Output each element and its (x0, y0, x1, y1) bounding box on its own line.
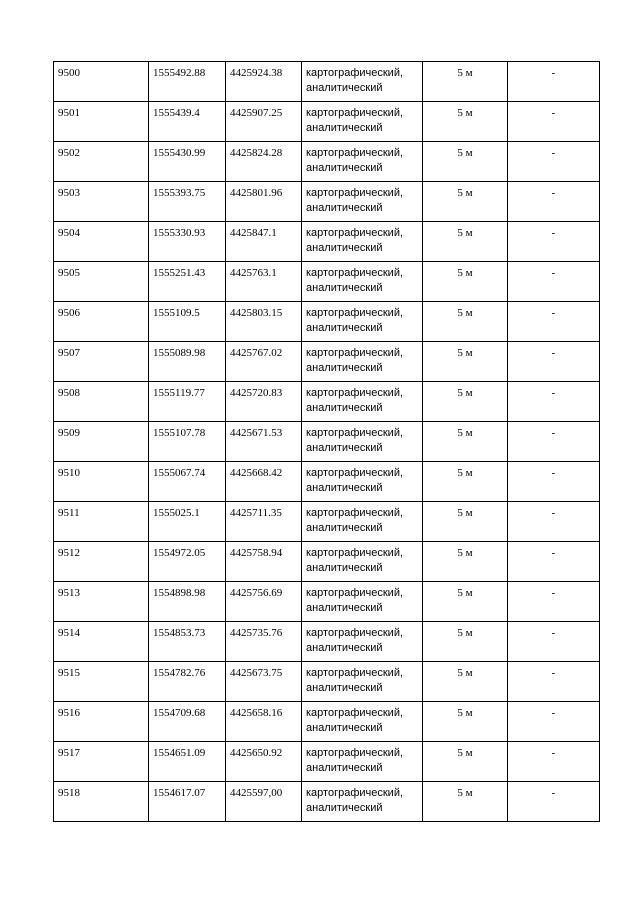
note-cell: - (508, 302, 600, 342)
table-row (54, 502, 600, 542)
method-cell (302, 222, 423, 262)
method-line-1: картографический, (306, 587, 404, 599)
accuracy-cell: 5 м (423, 742, 508, 782)
method-line-2: аналитический (306, 282, 383, 294)
x-coordinate-cell: 1555107.78 (149, 422, 226, 462)
y-coordinate-cell: 4425847.1 (226, 222, 302, 262)
method-line-2: аналитический (306, 82, 383, 94)
accuracy-cell: 5 м (423, 102, 508, 142)
note-cell: - (508, 262, 600, 302)
point-number-cell: 9514 (54, 622, 149, 662)
note-cell: - (508, 782, 600, 822)
accuracy-cell: 5 м (423, 382, 508, 422)
method-line-2: аналитический (306, 802, 383, 814)
y-coordinate-cell: 4425758.94 (226, 542, 302, 582)
method-cell (302, 182, 423, 222)
x-coordinate-cell: 1555492.88 (149, 62, 226, 102)
method-line-1: картографический, (306, 187, 404, 199)
note-cell: - (508, 662, 600, 702)
method-line-1: картографический, (306, 387, 404, 399)
accuracy-cell: 5 м (423, 782, 508, 822)
method-cell (302, 262, 423, 302)
table-row (54, 702, 600, 742)
y-coordinate-cell: 4425824.28 (226, 142, 302, 182)
note-cell: - (508, 502, 600, 542)
point-number-cell: 9502 (54, 142, 149, 182)
y-coordinate-cell: 4425597,00 (226, 782, 302, 822)
x-coordinate-cell: 1554782.76 (149, 662, 226, 702)
table-row (54, 102, 600, 142)
point-number-cell: 9501 (54, 102, 149, 142)
y-coordinate-cell: 4425668.42 (226, 462, 302, 502)
point-number-cell: 9515 (54, 662, 149, 702)
method-line-2: аналитический (306, 722, 383, 734)
table-row (54, 182, 600, 222)
table-row (54, 422, 600, 462)
y-coordinate-cell: 4425756.69 (226, 582, 302, 622)
y-coordinate-cell: 4425671.53 (226, 422, 302, 462)
x-coordinate-cell: 1554709.68 (149, 702, 226, 742)
x-coordinate-cell: 1554651.09 (149, 742, 226, 782)
method-cell (302, 502, 423, 542)
method-cell (302, 742, 423, 782)
method-cell (302, 662, 423, 702)
point-number-cell: 9506 (54, 302, 149, 342)
point-number-cell: 9512 (54, 542, 149, 582)
table-row (54, 542, 600, 582)
method-line-1: картографический, (306, 267, 404, 279)
note-cell: - (508, 342, 600, 382)
method-cell (302, 702, 423, 742)
point-number-cell: 9509 (54, 422, 149, 462)
table-row (54, 662, 600, 702)
table-row (54, 742, 600, 782)
method-cell (302, 422, 423, 462)
table-row (54, 62, 600, 102)
method-line-1: картографический, (306, 667, 404, 679)
method-cell (302, 62, 423, 102)
accuracy-cell: 5 м (423, 142, 508, 182)
y-coordinate-cell: 4425907.25 (226, 102, 302, 142)
method-line-2: аналитический (306, 602, 383, 614)
method-line-1: картографический, (306, 427, 404, 439)
x-coordinate-cell: 1554972.05 (149, 542, 226, 582)
method-cell (302, 462, 423, 502)
note-cell: - (508, 422, 600, 462)
note-cell: - (508, 542, 600, 582)
x-coordinate-cell: 1555119.77 (149, 382, 226, 422)
method-line-1: картографический, (306, 507, 404, 519)
accuracy-cell: 5 м (423, 342, 508, 382)
note-cell: - (508, 182, 600, 222)
method-cell (302, 542, 423, 582)
table-row (54, 782, 600, 822)
table-row (54, 462, 600, 502)
table-row (54, 222, 600, 262)
note-cell: - (508, 142, 600, 182)
method-cell (302, 382, 423, 422)
method-line-1: картографический, (306, 107, 404, 119)
accuracy-cell: 5 м (423, 662, 508, 702)
method-line-2: аналитический (306, 362, 383, 374)
point-number-cell: 9517 (54, 742, 149, 782)
accuracy-cell: 5 м (423, 702, 508, 742)
accuracy-cell: 5 м (423, 462, 508, 502)
point-number-cell: 9503 (54, 182, 149, 222)
method-line-1: картографический, (306, 707, 404, 719)
accuracy-cell: 5 м (423, 222, 508, 262)
y-coordinate-cell: 4425658.16 (226, 702, 302, 742)
accuracy-cell: 5 м (423, 622, 508, 662)
method-cell (302, 102, 423, 142)
method-line-2: аналитический (306, 762, 383, 774)
point-number-cell: 9504 (54, 222, 149, 262)
method-line-1: картографический, (306, 547, 404, 559)
accuracy-cell: 5 м (423, 302, 508, 342)
y-coordinate-cell: 4425763.1 (226, 262, 302, 302)
method-line-1: картографический, (306, 467, 404, 479)
point-number-cell: 9513 (54, 582, 149, 622)
y-coordinate-cell: 4425650.92 (226, 742, 302, 782)
method-line-2: аналитический (306, 242, 383, 254)
point-number-cell: 9508 (54, 382, 149, 422)
accuracy-cell: 5 м (423, 62, 508, 102)
x-coordinate-cell: 1555025.1 (149, 502, 226, 542)
y-coordinate-cell: 4425735.76 (226, 622, 302, 662)
note-cell: - (508, 622, 600, 662)
table-row (54, 262, 600, 302)
table-row (54, 582, 600, 622)
x-coordinate-cell: 1554853.73 (149, 622, 226, 662)
method-cell (302, 782, 423, 822)
x-coordinate-cell: 1555089.98 (149, 342, 226, 382)
method-line-2: аналитический (306, 442, 383, 454)
x-coordinate-cell: 1555439.4 (149, 102, 226, 142)
method-line-1: картографический, (306, 307, 404, 319)
method-cell (302, 302, 423, 342)
point-number-cell: 9518 (54, 782, 149, 822)
method-cell (302, 622, 423, 662)
method-line-1: картографический, (306, 747, 404, 759)
y-coordinate-cell: 4425803.15 (226, 302, 302, 342)
point-number-cell: 9510 (54, 462, 149, 502)
x-coordinate-cell: 1555430.99 (149, 142, 226, 182)
note-cell: - (508, 382, 600, 422)
method-cell (302, 582, 423, 622)
method-line-2: аналитический (306, 642, 383, 654)
accuracy-cell: 5 м (423, 422, 508, 462)
table-row (54, 622, 600, 662)
accuracy-cell: 5 м (423, 262, 508, 302)
x-coordinate-cell: 1555109.5 (149, 302, 226, 342)
accuracy-cell: 5 м (423, 502, 508, 542)
method-cell (302, 142, 423, 182)
x-coordinate-cell: 1555251.43 (149, 262, 226, 302)
accuracy-cell: 5 м (423, 542, 508, 582)
x-coordinate-cell: 1555067.74 (149, 462, 226, 502)
y-coordinate-cell: 4425720.83 (226, 382, 302, 422)
y-coordinate-cell: 4425801.96 (226, 182, 302, 222)
point-number-cell: 9507 (54, 342, 149, 382)
accuracy-cell: 5 м (423, 582, 508, 622)
method-line-1: картографический, (306, 787, 404, 799)
method-line-1: картографический, (306, 347, 404, 359)
note-cell: - (508, 582, 600, 622)
y-coordinate-cell: 4425711.35 (226, 502, 302, 542)
method-line-2: аналитический (306, 482, 383, 494)
point-number-cell: 9505 (54, 262, 149, 302)
method-line-2: аналитический (306, 202, 383, 214)
method-line-2: аналитический (306, 122, 383, 134)
method-cell (302, 342, 423, 382)
x-coordinate-cell: 1555330.93 (149, 222, 226, 262)
note-cell: - (508, 742, 600, 782)
coordinates-table (53, 61, 600, 822)
note-cell: - (508, 462, 600, 502)
method-line-1: картографический, (306, 67, 404, 79)
note-cell: - (508, 62, 600, 102)
coordinates-table-body (54, 62, 600, 822)
note-cell: - (508, 222, 600, 262)
table-row (54, 342, 600, 382)
x-coordinate-cell: 1554617.07 (149, 782, 226, 822)
method-line-1: картографический, (306, 147, 404, 159)
accuracy-cell: 5 м (423, 182, 508, 222)
table-row (54, 302, 600, 342)
x-coordinate-cell: 1555393.75 (149, 182, 226, 222)
note-cell: - (508, 102, 600, 142)
point-number-cell: 9500 (54, 62, 149, 102)
y-coordinate-cell: 4425924.38 (226, 62, 302, 102)
y-coordinate-cell: 4425673.75 (226, 662, 302, 702)
x-coordinate-cell: 1554898.98 (149, 582, 226, 622)
method-line-2: аналитический (306, 402, 383, 414)
table-row (54, 142, 600, 182)
point-number-cell: 9516 (54, 702, 149, 742)
method-line-1: картографический, (306, 227, 404, 239)
note-cell: - (508, 702, 600, 742)
method-line-1: картографический, (306, 627, 404, 639)
method-line-2: аналитический (306, 682, 383, 694)
method-line-2: аналитический (306, 522, 383, 534)
method-line-2: аналитический (306, 162, 383, 174)
method-line-2: аналитический (306, 322, 383, 334)
table-row (54, 382, 600, 422)
point-number-cell: 9511 (54, 502, 149, 542)
method-line-2: аналитический (306, 562, 383, 574)
y-coordinate-cell: 4425767.02 (226, 342, 302, 382)
